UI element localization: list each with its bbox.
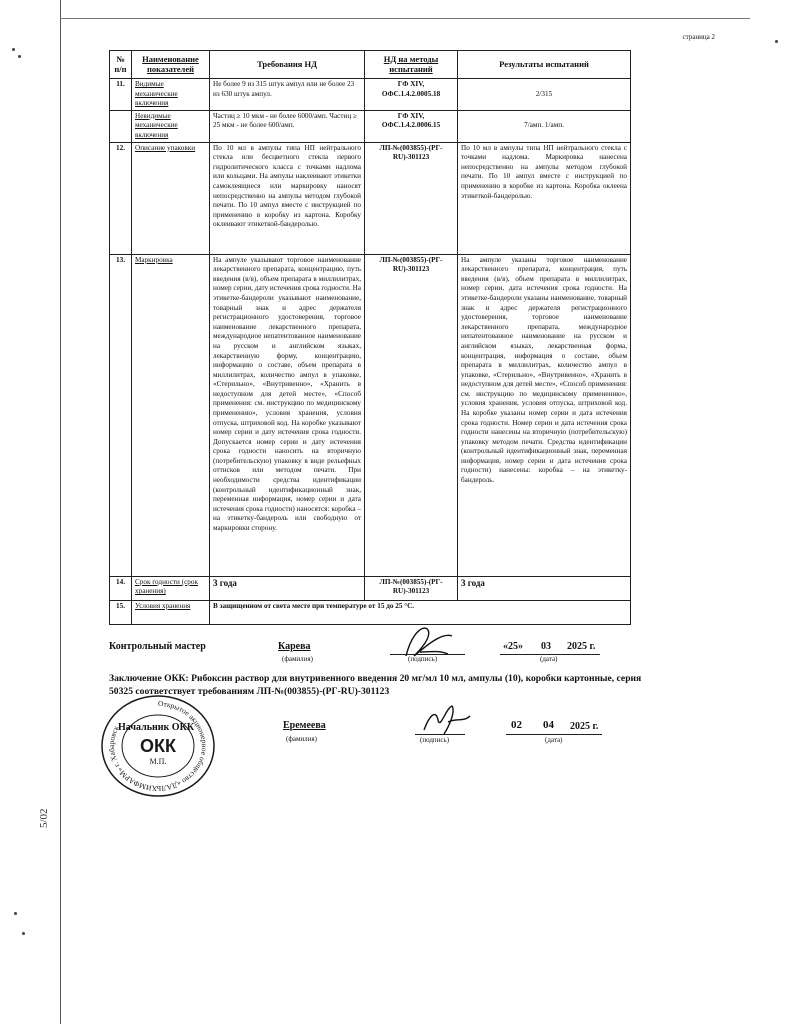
table-row bbox=[110, 576, 631, 600]
head-month: 04 bbox=[543, 719, 554, 731]
row-num: 15. bbox=[110, 600, 132, 624]
table-row bbox=[110, 142, 631, 254]
master-name-caption: (фамилия) bbox=[282, 655, 313, 663]
master-name: Карева bbox=[278, 641, 311, 652]
row-method: ГФ XIV, ОФС.1.4.2.0005.18 bbox=[365, 79, 458, 111]
table-row bbox=[110, 79, 631, 111]
row-requirement: По 10 мл в ампулы типа НП нейтрального стекла или бесцветного стекла первого гидролитического класса с точками надлома или кольцами. На ампулы наклеивают этикетки самоклеящиеся или маркировку наносят непосредственно на ампулы методом глубокой печати. По 10 ампул вместе с инструкцией по применению в коробку из картона. Коробку оклеивают этикеткой-бандеролью. bbox=[210, 142, 365, 254]
row-requirement: 3 года bbox=[210, 576, 365, 600]
scan-speck bbox=[775, 40, 778, 43]
master-role: Контрольный мастер bbox=[109, 641, 206, 652]
page-number: страница 2 bbox=[682, 33, 715, 41]
master-date-caption: (дата) bbox=[540, 655, 558, 663]
table-row bbox=[110, 600, 631, 624]
row-requirement: Частиц ≥ 10 мкм - не более 6000/амп. Частиц ≥ 25 мкм - не более 600/амп. bbox=[210, 110, 365, 142]
row-method: ЛП-№(003855)-(РГ-RU)-301123 bbox=[365, 576, 458, 600]
head-name-caption: (фамилия) bbox=[286, 735, 317, 743]
page-frame-top bbox=[60, 18, 750, 19]
row-indicator: Маркировка bbox=[132, 254, 210, 576]
row-result: На ампуле указаны торговое наименование лекарственного препарата, концентрация, путь введения (в/в), объем препарата в миллилитрах, номер серии, дата истечения срока годности. На этикетке-бандероли указаны наименование, товарный знак и адрес держателя регистрационного удостоверения, торговое наименование лекарственного препарата, международное непатентованное наименование на русском и английском языках, лекарственная форма, концентрация, информация о составе, объем препарата в миллилитрах, количество ампул в упаковке, «Стерильно», «Внутривенно», «Хранить в недоступном для детей месте», «Способ применения: см. инструкцию по медицинскому применению», условия хранения, условия отпуска, штриховой код. На коробке указаны номер серии и дата истечения срока годности. Номер серии и дата истечения срока годности нанесены на вторичную (потребительскую) упаковку методом печати. Средства идентификации (контрольный идентификационный знак, переменная информация, номер серии и дата истечения срока годности) нанесены: коробка – на этикетку-бандероль. bbox=[458, 254, 631, 576]
row-indicator: Описание упаковки bbox=[132, 142, 210, 254]
header-result: Результаты испытаний bbox=[458, 51, 631, 79]
row-requirement: Не более 9 из 315 штук ампул или не более 23 из 630 штук ампул. bbox=[210, 79, 365, 111]
head-date-caption: (дата) bbox=[545, 736, 563, 744]
row-indicator: Видимые механические включения bbox=[132, 79, 210, 111]
row-method: ГФ XIV, ОФС.1.4.2.0006.15 bbox=[365, 110, 458, 142]
page-frame-left bbox=[60, 0, 61, 1024]
master-sign-caption: (подпись) bbox=[408, 655, 438, 663]
header-method: НД на методы испытаний bbox=[365, 51, 458, 79]
row-method: ЛП-№(003855)-(РГ-RU)-301123 bbox=[365, 142, 458, 254]
head-name: Еремеева bbox=[283, 720, 326, 731]
row-num: 12. bbox=[110, 142, 132, 254]
row-num: 11. bbox=[110, 79, 132, 111]
head-year: 2025 г. bbox=[570, 721, 599, 732]
master-year: 2025 г. bbox=[567, 641, 596, 652]
master-month: 03 bbox=[541, 641, 551, 652]
row-indicator: Срок годности (срок хранения) bbox=[132, 576, 210, 600]
row-method: ЛП-№(003855)-(РГ-RU)-301123 bbox=[365, 254, 458, 576]
head-sign-caption: (подпись) bbox=[420, 736, 450, 744]
stamp-center-text: ОКК bbox=[140, 736, 176, 756]
table-row bbox=[110, 110, 631, 142]
head-day: 02 bbox=[511, 719, 522, 731]
scan-speck bbox=[14, 912, 17, 915]
row-num: 14. bbox=[110, 576, 132, 600]
master-day: «25» bbox=[503, 641, 523, 652]
header-requirement: Требования НД bbox=[210, 51, 365, 79]
table-row bbox=[110, 254, 631, 576]
test-results-table bbox=[109, 50, 631, 625]
row-indicator: Невидимые механические включения bbox=[132, 110, 210, 142]
row-result: По 10 мл в ампулы типа НП нейтрального стекла с точками надлома. Маркировка нанесена непосредственно на ампулы методом глубокой печати. По 10 ампул вместе с инструкцией по применению в коробке из картона. Коробка оклеена этикеткой-бандеролью. bbox=[458, 142, 631, 254]
stamp-sub-text: М.П. bbox=[149, 757, 167, 766]
row-result: 3 года bbox=[458, 576, 631, 600]
header-num: № п/п bbox=[110, 51, 132, 79]
scan-speck bbox=[22, 932, 25, 935]
head-role: Начальник ОКК bbox=[118, 722, 195, 733]
row-num bbox=[110, 110, 132, 142]
conclusion: Заключение ОКК: Рибоксин раствор для внутривенного введения 20 мг/мл 10 мл, ампулы (10), коробки картонные, серия 50325 соответствует требованиям ЛП-№(003855)-(РГ-RU)-301123 bbox=[109, 673, 642, 697]
scan-speck bbox=[18, 55, 21, 58]
row-result: 2/315 bbox=[458, 79, 631, 111]
head-date-line bbox=[506, 734, 602, 735]
row-num: 13. bbox=[110, 254, 132, 576]
storage-conditions: В защищенном от света месте при температуре от 15 до 25 °С. bbox=[210, 600, 631, 624]
scan-speck bbox=[12, 48, 15, 51]
table-header-row bbox=[110, 51, 631, 79]
row-requirement: На ампуле указывают торговое наименование лекарственного препарата, концентрацию, путь введения (в/в), объем препарата в миллилитрах, номер серии, дату истечения срока годности. На этикетке-бандероли указывают наименование, товарный знак и адрес держателя регистрационного удостоверения, торговое наименование лекарственного препарата, международное непатентованное наименование на русском и английском языках, лекарственную форму, концентрацию, информацию о составе, объем препарата в миллилитрах, количество ампул в упаковке, «Стерильно», «Внутривенно», «Хранить в недоступном для детей месте», «Способ применения: см. инструкцию по медицинскому применению», условия хранения, условия отпуска, штриховой код. На коробке указывают номер серии и дату истечения срока годности. Допускается номер серии и дату истечения срока годности наносить на вторичную (потребительскую) упаковку в виде рельефных оттисков или методом печати. При необходимости средства идентификации (контрольный идентификационный знак, переменная информация, номер серии и дата истечения срока годности) наносятся: коробка – на этикетку-бандероль или свободную от маркировки сторону. bbox=[210, 254, 365, 576]
head-signature bbox=[418, 700, 474, 740]
header-indicator: Наименование показателей bbox=[132, 51, 210, 79]
row-result: 7/амп. 1/амп. bbox=[458, 110, 631, 142]
row-indicator: Условия хранения bbox=[132, 600, 210, 624]
margin-note: 5/02 bbox=[38, 808, 50, 828]
stamp-ring-text: Открытое акционерное общество «ДАЛЬХИМФАРМ» г. Хабаровск bbox=[106, 698, 209, 794]
okk-stamp bbox=[96, 692, 220, 804]
